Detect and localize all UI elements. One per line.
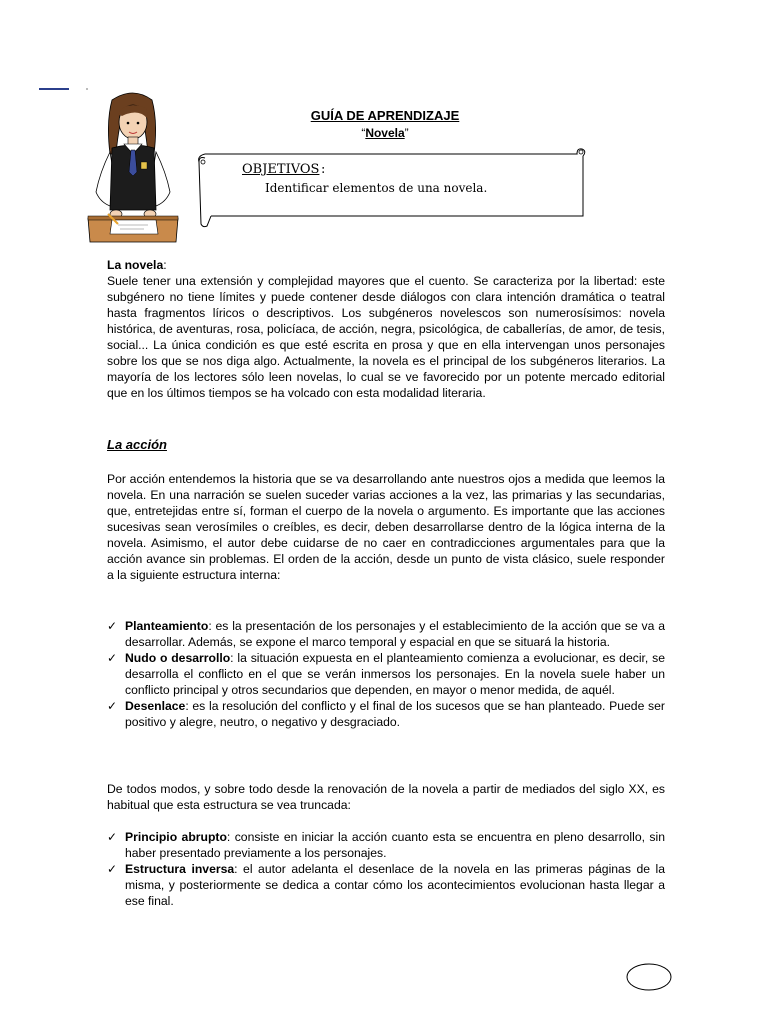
accion-paragraph: Por acción entendemos la historia que se va desarrollando ante nuestros ojos a medida que leemos la novela. En una narración se suelen suceder varias acciones a la vez, las primarias y las secundarias, que, entretejidas entre sí, forman el cuerpo de la novela o argumento. Es importante que las acciones sucesivas sean verosímiles o creíbles, es decir, deben desarrollarse dentro de la lógica interna de la novela. Asimismo, el autor debe cuidarse de no caer en contradicciones argumentales para que la acción avance sin problemas. El orden de la acción, desde un punto de vista clásico, suele responder a la siguiente estructura interna: [107,472,665,582]
page-number-oval [626,963,672,991]
objectives-text: Identificar elementos de una novela. [265,181,488,195]
accion-title: La acción [107,437,167,452]
header-rule [39,88,69,90]
check-icon: ✓ [107,830,118,844]
objectives-scroll [193,146,589,230]
accion-section [107,437,665,453]
check-icon: ✓ [107,699,118,713]
check-icon: ✓ [107,862,118,876]
check-icon: ✓ [107,619,118,633]
page-title: GUÍA DE APRENDIZAJE [310,108,460,123]
student-illustration [86,92,180,244]
objectives-colon: : [321,162,326,177]
truncated-list [107,829,665,909]
truncated-paragraph: De todos modos, y sobre todo desde la renovación de la novela a partir de mediados del siglo XX, es habitual que esta estructura se vea truncada: [107,782,665,812]
subtitle-word: Novela [365,126,405,140]
list-item: ✓ Principio abrupto: consiste en iniciar la acción cuanto esta se encuentra en pleno desarrollo, sin haber presentado previamente a los personajes. [107,830,665,860]
page-subtitle: “Novela” [361,126,409,140]
list-item: ✓ Planteamiento: es la presentación de los personajes y el establecimiento de la acción que se va a desarrollar. Además, se expone el marco temporal y espacial en que se situará la historia. [107,619,665,649]
check-icon: ✓ [107,651,118,665]
structure-list [107,618,665,730]
intro-section [107,257,665,401]
list-item: ✓ Desenlace: es la resolución del conflicto y el final de los sucesos que se han planteado. Puede ser positivo y alegre, neutro, o negativo y desgraciado. [107,699,665,729]
header-dot [86,88,88,90]
list-item: ✓ Nudo o desarrollo: la situación expuesta en el planteamiento comienza a evolucionar, es decir, se desarrolla el conflicto en el que se verán inmersos los personajes. En la novela suele haber un conflicto principal y otros secundarios que dependen, en mayor o menor medida, de aquél. [107,651,666,697]
intro-term-line: La novela: [107,258,167,272]
objectives-heading: OBJETIVOS [242,162,320,177]
intro-paragraph: Suele tener una extensión y complejidad mayores que el cuento. Se caracteriza por la libertad: este subgénero no tiene límites y puede contener desde diálogos con clara intención dramática o teatral hasta fragmentos líricos o descriptivos. Los subgéneros novelescos son numerosísimos: novela histórica, de aventuras, rosa, policíaca, de acción, negra, psicológica, de caballerías, de amor, de tesis, social... La única condición es que esté escrita en prosa y que en ella intervengan unos personajes sobre los que se nos diga algo. Actualmente, la novela es el principal de los subgéneros literarios. La mayoría de los lectores sólo leen novelas, lo cual se ve favorecido por un potente mercado editorial que en los últimos tiempos se ha volcado con esta modalidad literaria. [107,274,665,400]
intro-term: La novela [107,258,164,272]
title-block [190,107,580,141]
list-item: ✓ Estructura inversa: el autor adelanta el desenlace de la novela en las primeras páginas de la misma, y posteriormente se dedica a contar cómo los acontecimientos evolucionan hasta llegar a ese final. [107,862,665,908]
